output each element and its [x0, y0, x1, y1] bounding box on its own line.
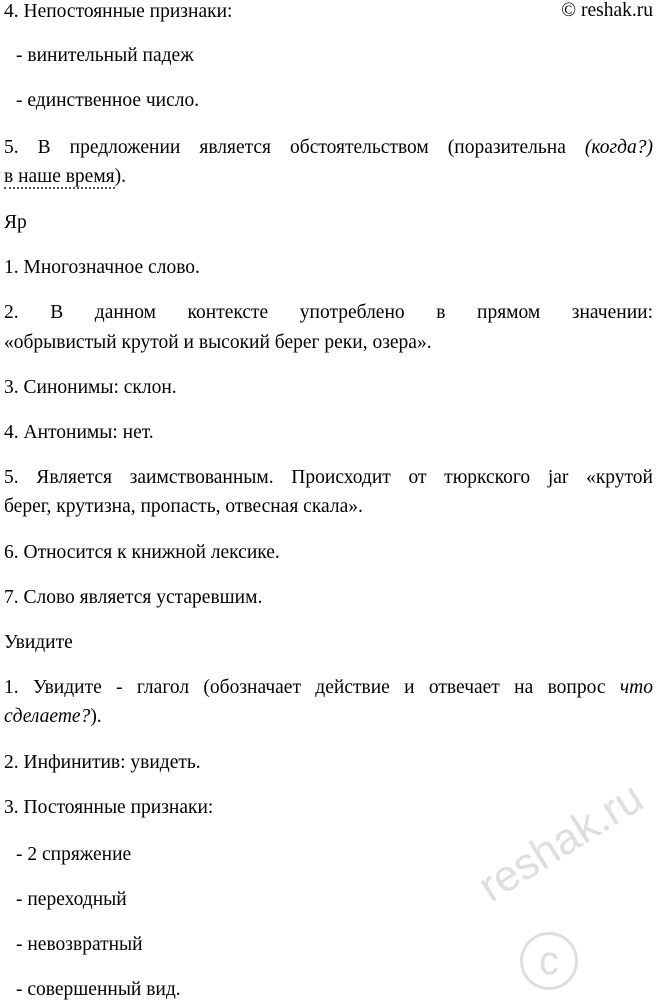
underlined-phrase: в наше время: [4, 166, 115, 187]
text-line: «обрывистый крутой и высокий берег реки, озера».: [4, 332, 432, 353]
text-segment: 1. Увидите - глагол (обозначает действие и отвечает на вопрос: [4, 677, 620, 698]
text-line: 2. В данном контексте употреблено в прямом значении:: [4, 302, 653, 323]
text-line: [4, 166, 653, 188]
text-line: 6. Относится к книжной лексике.: [4, 542, 280, 563]
question-italic: (когда?): [584, 137, 653, 158]
text-line: - переходный: [16, 889, 127, 910]
text-line: 2. Инфинитив: увидеть.: [4, 752, 201, 773]
text-line: - 2 спряжение: [16, 844, 132, 865]
text-line: - винительный падеж: [16, 45, 194, 66]
text-line: - единственное число.: [16, 90, 200, 111]
text-line: 4. Непостоянные признаки:: [4, 1, 233, 22]
text-line: берег, крутизна, пропасть, отвесная скала».: [4, 496, 363, 517]
text-line: 3. Постоянные признаки:: [4, 797, 214, 818]
text-line: [4, 137, 653, 159]
text-line: - совершенный вид.: [16, 979, 181, 1000]
question-italic: что: [619, 677, 653, 698]
section-heading: Яр: [4, 212, 27, 233]
text-line: 1. Многозначное слово.: [4, 257, 200, 278]
section-heading: Увидите: [4, 632, 73, 653]
question-italic: сделаете?: [4, 706, 91, 727]
text-line: 4. Антонимы: нет.: [4, 422, 154, 443]
copyright-label: © reshak.ru: [561, 0, 653, 21]
copyright-icon: c: [520, 932, 578, 990]
text-line: 7. Слово является устаревшим.: [4, 587, 263, 608]
text-line: [4, 677, 653, 699]
text-line: [4, 706, 653, 728]
text-line: 3. Синонимы: склон.: [4, 377, 177, 398]
text-line: - невозвратный: [16, 934, 143, 955]
text-segment: 5. В предложении является обстоятельством (поразительна: [4, 137, 585, 158]
watermark-text: reshak.ru: [470, 772, 652, 912]
text-segment: ).: [90, 706, 102, 727]
text-line: 5. Является заимствованным. Происходит от тюркского jar «крутой: [4, 467, 653, 488]
text-segment: ).: [114, 166, 127, 187]
